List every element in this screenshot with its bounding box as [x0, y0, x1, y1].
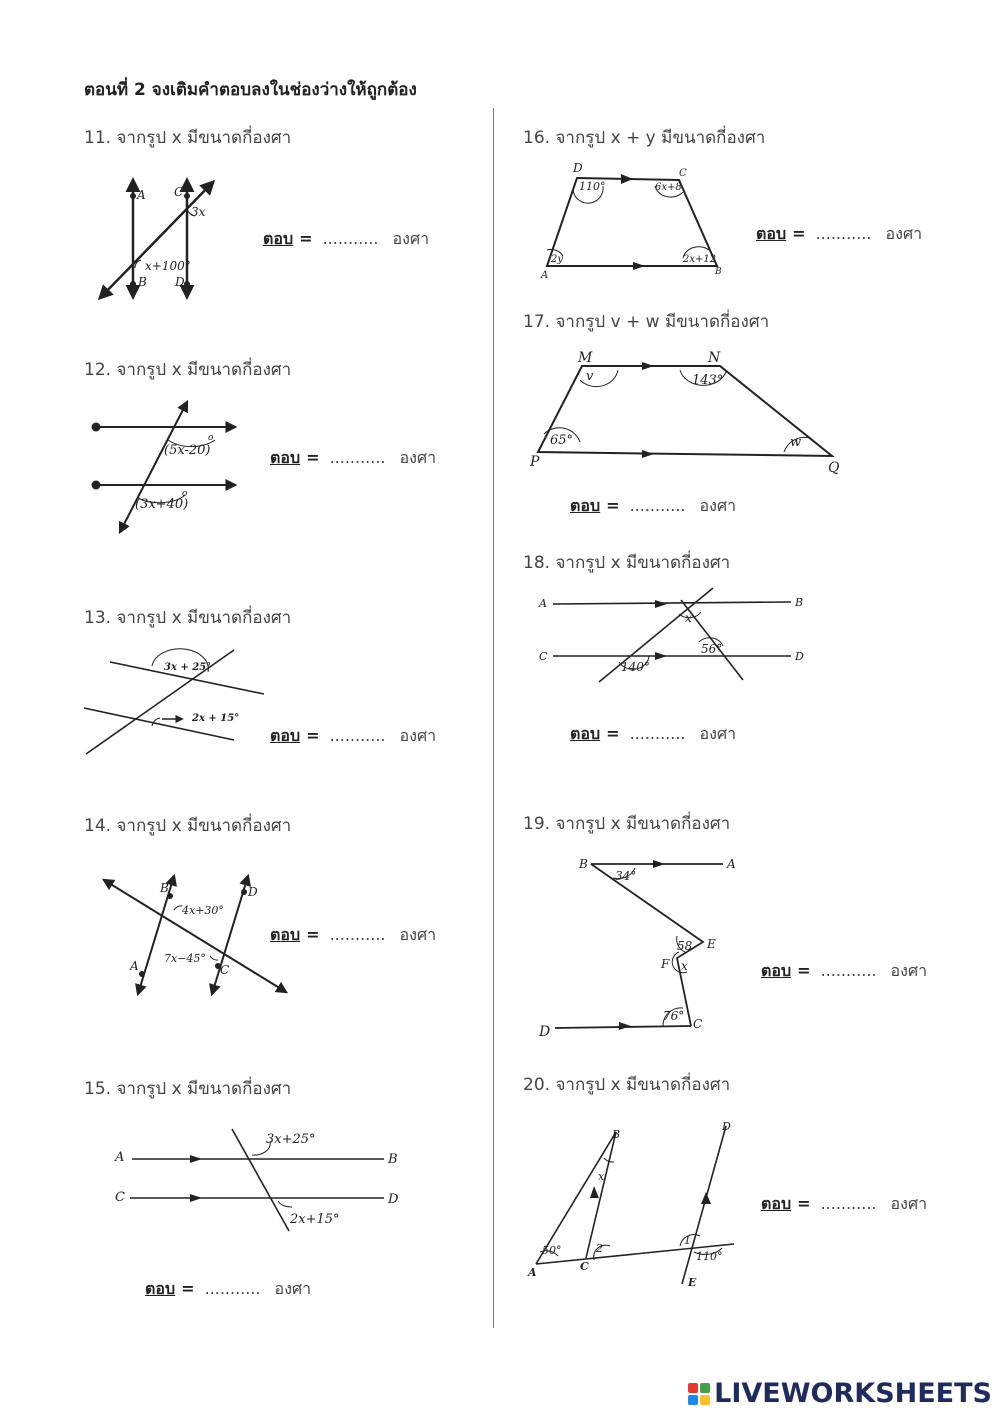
answer-16[interactable]: ตอบ = ........... องศา	[756, 224, 923, 243]
column-divider	[493, 108, 494, 1328]
logo-text: LIVEWORKSHEETS	[714, 1378, 992, 1409]
q19-angle-1: 34°	[615, 869, 637, 883]
q15-label-b: B	[388, 1152, 398, 1167]
question-18-text: 18. จากรูป x มีขนาดกี่องศา	[523, 553, 731, 573]
q19-angle-4: 76°	[663, 1009, 685, 1023]
q18-angle-3: 140°	[621, 660, 650, 674]
q11-angle-1: 3x	[191, 205, 206, 219]
q16-angle-2: 6x+8	[655, 182, 682, 193]
q17-angle-2: 143°	[692, 373, 724, 388]
q17-label-m: M	[578, 350, 593, 366]
q18-label-b: B	[795, 596, 804, 609]
question-15-text: 15. จากรูป x มีขนาดกี่องศา	[84, 1079, 292, 1099]
answer-11[interactable]: ตอบ = ........... องศา	[263, 229, 430, 248]
q12-degree-mark-1: o	[208, 433, 214, 443]
q19-label-c: C	[693, 1017, 703, 1031]
q11-label-b: B	[138, 275, 147, 289]
q19-figure	[535, 852, 745, 1042]
q18-label-a: A	[539, 597, 547, 610]
q20-label-c: C	[580, 1260, 589, 1273]
q15-label-d: D	[388, 1192, 399, 1207]
q16-label-c: C	[679, 168, 687, 179]
question-14-text: 14. จากรูป x มีขนาดกี่องศา	[84, 816, 292, 836]
answer-13[interactable]: ตอบ = ........... องศา	[270, 726, 437, 745]
q19-label-e: E	[707, 937, 716, 951]
q19-label-b: B	[579, 857, 588, 871]
q14-label-d: D	[248, 885, 258, 899]
q15-angle-2: 2x+15°	[290, 1212, 340, 1227]
q16-angle-1: 110°	[579, 180, 606, 193]
q20-angle-1: x	[598, 1170, 605, 1183]
q18-angle-2: 56°	[701, 642, 723, 656]
q12-angle-2: (3x+40)	[135, 497, 189, 512]
q13-angle-2: 2x + 15°	[192, 713, 240, 724]
q14-label-b: B	[160, 881, 169, 895]
question-20-text: 20. จากรูป x มีขนาดกี่องศา	[523, 1075, 731, 1095]
q18-figure	[535, 586, 815, 686]
q18-label-d: D	[795, 650, 804, 663]
q15-label-c: C	[115, 1190, 125, 1205]
q17-figure	[528, 348, 848, 478]
liveworksheets-logo	[688, 1378, 992, 1409]
q11-label-a: A	[137, 188, 146, 202]
q14-angle-1: 4x+30°	[182, 904, 224, 917]
q12-degree-mark-2: o	[182, 489, 188, 499]
q19-label-f: F	[661, 957, 670, 971]
q18-label-c: C	[539, 650, 548, 663]
question-16-text: 16. จากรูป x + y มีขนาดกี่องศา	[523, 128, 766, 148]
q14-label-c: C	[220, 963, 230, 977]
q11-label-c: C	[174, 185, 184, 199]
logo-mark-icon	[688, 1383, 710, 1405]
q16-label-d: D	[573, 161, 583, 175]
answer-17[interactable]: ตอบ = ........... องศา	[570, 496, 737, 515]
q11-figure	[95, 172, 225, 307]
answer-18[interactable]: ตอบ = ........... องศา	[570, 724, 737, 743]
q13-angle-1: 3x + 25°	[164, 662, 212, 673]
answer-14[interactable]: ตอบ = ........... องศา	[270, 925, 437, 944]
q17-angle-1: v	[586, 369, 594, 384]
q17-label-q: Q	[828, 460, 840, 476]
q19-label-d: D	[539, 1024, 551, 1040]
q14-figure	[100, 870, 292, 998]
q14-label-a: A	[130, 959, 139, 973]
q15-figure	[112, 1125, 412, 1235]
q18-angle-1: x	[685, 611, 692, 625]
q17-angle-4: w	[790, 435, 802, 450]
q12-figure	[90, 400, 250, 535]
q14-angle-2: 7x−45°	[164, 952, 206, 965]
q20-label-e: E	[688, 1276, 697, 1289]
q15-label-a: A	[115, 1150, 125, 1165]
q15-angle-1: 3x+25°	[266, 1132, 316, 1147]
q19-angle-2: 58	[677, 939, 693, 953]
question-12-text: 12. จากรูป x มีขนาดกี่องศา	[84, 360, 292, 380]
answer-15[interactable]: ตอบ = ........... องศา	[145, 1279, 312, 1298]
q17-label-p: P	[530, 454, 540, 470]
q20-angle-2: 50°	[542, 1244, 562, 1257]
q13-figure	[82, 648, 272, 760]
question-11-text: 11. จากรูป x มีขนาดกี่องศา	[84, 128, 292, 148]
q16-label-a: A	[541, 270, 549, 281]
q16-angle-3: 2y	[551, 254, 564, 265]
q20-label-a: A	[528, 1266, 537, 1279]
q11-label-d: D	[175, 275, 185, 289]
q11-angle-2: x+100°	[145, 259, 191, 273]
section-title: ตอนที่ 2 จงเติมคำตอบลงในช่องว่างให้ถูกต้อง	[84, 80, 417, 100]
question-13-text: 13. จากรูป x มีขนาดกี่องศา	[84, 608, 292, 628]
q20-angle-5: 110°	[696, 1250, 723, 1263]
q20-label-b: B	[612, 1128, 621, 1141]
q12-angle-1: (5x-20)	[164, 443, 211, 458]
q19-angle-3: x	[681, 959, 688, 973]
answer-12[interactable]: ตอบ = ........... องศา	[270, 448, 437, 467]
q16-label-b: B	[715, 267, 722, 277]
answer-19[interactable]: ตอบ = ........... องศา	[761, 961, 928, 980]
q20-figure	[524, 1118, 744, 1298]
q17-label-n: N	[708, 350, 721, 366]
q16-angle-4: 2x+12	[683, 254, 717, 265]
q20-angle-3: 2	[596, 1242, 603, 1255]
question-17-text: 17. จากรูป v + w มีขนาดกี่องศา	[523, 312, 770, 332]
q19-label-a: A	[727, 857, 736, 871]
q20-label-d: D	[722, 1120, 731, 1133]
answer-20[interactable]: ตอบ = ........... องศา	[761, 1194, 928, 1213]
q20-angle-4: 1	[684, 1234, 691, 1247]
q17-angle-3: 65°	[550, 433, 574, 448]
question-19-text: 19. จากรูป x มีขนาดกี่องศา	[523, 814, 731, 834]
q16-figure	[537, 162, 727, 280]
